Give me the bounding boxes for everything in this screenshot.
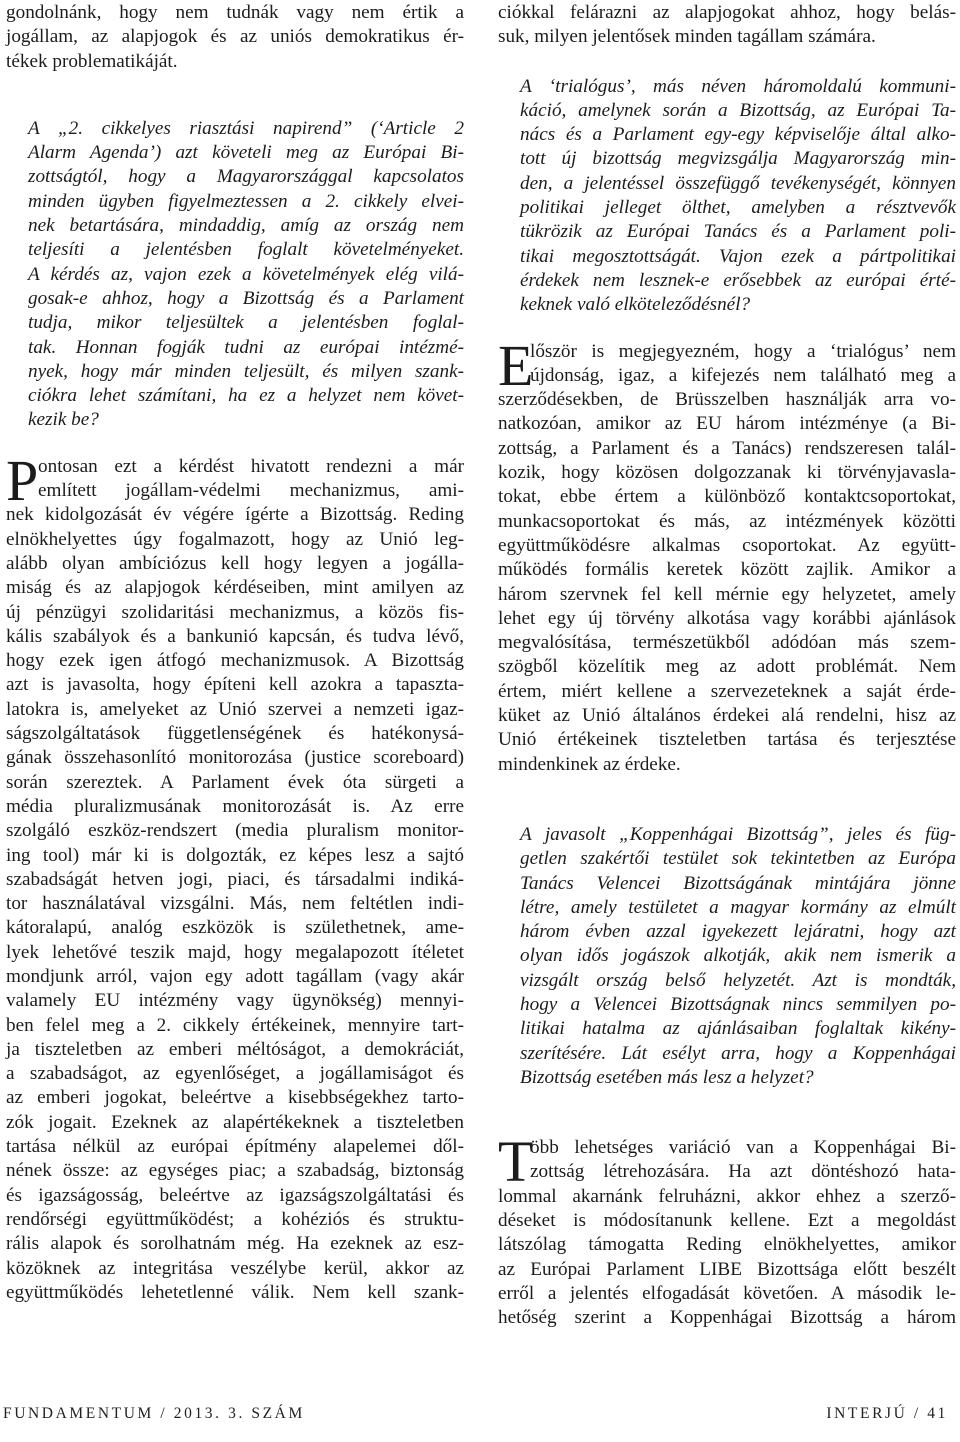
answer-line: hetőség szerint a Koppenhágai Bizottság a három <box>498 1307 956 1329</box>
question-line: tikai megosztottságát. Vajon ezek a pártpolitikai <box>520 245 956 267</box>
paragraph-gap <box>498 1090 956 1136</box>
paragraph-gap <box>498 318 956 340</box>
text-line: tékek problematikáját. <box>6 50 178 72</box>
answer-line: látszólag támogatta Reding elnökhelyettes, amikor <box>498 1234 956 1256</box>
question-line: A javasolt „Koppenhágai Bizottság”, jeles és füg- <box>520 823 956 845</box>
answer-line: nének össze: az egységes piac; a szabadság, biztonság <box>6 1160 464 1182</box>
answer-line: szolgáló eszköz-rendszert (media pluralism monitor- <box>6 820 464 842</box>
question-line: A kérdés az, vajon ezek a követelmények elég vilá- <box>28 263 464 285</box>
answer-line: zottság, a Parlament és a Tanács) rendszeresen talál- <box>498 437 956 459</box>
answer-line: ing tool) már ki is dolgozták, ez képes lesz a sajtó <box>6 844 464 866</box>
question-line: érdekek nem lesznek-e erősebbek az európai érté- <box>520 269 956 291</box>
answer-line: rális alapok és sorolhatnám még. Ha ezeknek az esz- <box>6 1233 464 1255</box>
answer-line: együttműködés lehetetlenné válik. Nem kell szank- <box>6 1281 464 1303</box>
paragraph-gap <box>498 50 956 75</box>
answer-line: rendőrségi együttműködést; a kohéziós és struktu- <box>6 1208 464 1230</box>
question-line: litikai hatalma az ajánlásaiban foglaltak kikény- <box>520 1018 956 1040</box>
answer-line: új pénzügyi szolidaritási mechanizmus, a közös fis- <box>6 601 464 623</box>
question-line: káció, amelynek során a Bizottság, az Európai Ta- <box>520 99 956 121</box>
answer-line: ja tiszteletben az emberi méltóságot, a demokráciát, <box>6 1038 464 1060</box>
answer-line: említett jogállam-védelmi mechanizmus, ami- <box>38 480 464 502</box>
answer-line: küket az Unió általános érdekei alá rendelni, hisz az <box>498 705 956 727</box>
answer-line: azt is javasolta, hogy építeni kell azokra a tapaszta- <box>6 674 464 696</box>
answer-line: hogy ezek igen átfogó mechanizmusok. A Bizottság <box>6 650 464 672</box>
question-line: kezik be? <box>28 409 99 431</box>
question-line: nek betartására, mindaddig, amíg az ország nem <box>28 215 464 237</box>
answer-line: miság és az alapjogok kérdéseiben, mint amilyen az <box>6 577 464 599</box>
answer-line: öbb lehetséges variáció van a Koppenhágai Bi- <box>530 1137 956 1159</box>
footer-page-number: INTERJÚ / 41 <box>826 1405 948 1422</box>
question-line: Bizottság esetében más lesz a helyzet? <box>520 1066 814 1088</box>
answer-line: kális szabályok és a bankunió kapcsán, és tudva lévő, <box>6 625 464 647</box>
answer-line: kátoralapú, analóg eszközök is születhetnek, ame- <box>6 917 464 939</box>
text-line: ciókkal felárazni az alapjogokat ahhoz, hogy belás- <box>498 2 956 23</box>
answer-line: lommal akarnánk felruházni, akkor ehhez a szerző- <box>498 1185 956 1207</box>
answer-line: Unió értékeinek tiszteletben tartása és terjesztése <box>498 729 956 751</box>
answer-line: és igazságosság, beleértve az igazságszolgáltatási és <box>6 1184 464 1206</box>
question-line: tott új bizottság megvizsgálja Magyarország min- <box>520 148 956 170</box>
question-line: minden ügyben figyelmeztessen a 2. cikkely elvei- <box>28 190 464 212</box>
intro-paragraph <box>6 1 464 74</box>
answer-line: értem, miért kellene a szervezeteknek a saját érde- <box>498 680 956 702</box>
answer-line: együttműködésre alkalmas csoportokat. Az együtt- <box>498 534 956 556</box>
answer-line: az Európai Parlament LIBE Bizottsága előtt beszélt <box>498 1258 956 1280</box>
text-line: suk, milyen jelentősek minden tagállam számára. <box>498 26 876 48</box>
question-line: zottságtól, hogy a Magyarországgal kapcsolatos <box>28 166 464 188</box>
answer-line: elnökhelyettes úgy fogalmazott, hogy az Unió leg- <box>6 528 464 550</box>
answer-line: tartása nélkül az európai építmény alapelemei dől- <box>6 1136 464 1158</box>
answer-line: megvalósítása, természetükből adódóan más szem- <box>498 632 956 654</box>
drop-cap: E <box>498 332 534 398</box>
answer-line: a szabadságot, az egyenlőséget, a jogállamiságot és <box>6 1063 464 1085</box>
question-line: olyan idős jogászok alkotják, akik nem ismerik a <box>520 945 956 967</box>
question-line: nács és a Parlament egy-egy képviselője által alko- <box>520 124 956 146</box>
question-line: A „2. cikkelyes riasztási napirend” (‘Article 2 <box>28 117 464 139</box>
footer-journal: FUNDAMENTUM / 2013. 3. SZÁM <box>3 1405 305 1422</box>
answer-line: alább olyan ambíciózus kell hogy legyen a jogálla- <box>6 552 464 574</box>
paragraph-gap <box>498 777 956 823</box>
question-line: A ‘trialógus’, más néven háromoldalú kommuni- <box>520 75 956 97</box>
left-column <box>6 1 464 1308</box>
answer-line: gának összehasonlító monitorozása (justice scoreboard) <box>6 747 464 769</box>
continuation-paragraph <box>498 1 956 50</box>
answer-line: média pluralizmusának monitorozását is. Az erre <box>6 795 464 817</box>
question-line: den, a jelentéssel összefüggő tevékenységét, könnyen <box>520 172 956 194</box>
answer-line: déseket is módosítanunk kellene. Ezt a megoldást <box>498 1210 956 1232</box>
question-line: szerítésére. Lát esélyt arra, hogy a Koppenhágai <box>520 1042 956 1064</box>
question-line: hogy a Velencei Bizottságnak nincs semmilyen po- <box>520 993 956 1015</box>
answer-line: latokra is, amelyeket az Unió szervei a nemzeti igaz- <box>6 698 464 720</box>
answer-line: szabadságát hetven jogi, piaci, és társadalmi indiká- <box>6 868 464 890</box>
question-line: létre, amely testületet a magyar kormány az elmúlt <box>520 896 956 918</box>
interview-question <box>498 75 956 318</box>
answer-line: munkacsoportokat és más, az intézmények közötti <box>498 510 956 532</box>
answer-line: ságszolgáltatások függetlenségének és hatékonysá- <box>6 723 464 745</box>
interview-answer <box>6 447 464 1305</box>
answer-line: kozik, hogy közösen dolgozzanak ki törvényjavasla- <box>498 462 956 484</box>
interview-question <box>498 823 956 1090</box>
question-line: három évben azzal igyekezett lejáratni, hogy azt <box>520 921 956 943</box>
question-line: teljesíti a jelentésben foglalt követelményeket. <box>28 239 464 261</box>
question-line: politikai jelleget ölthet, amelyben a résztvevők <box>520 197 956 219</box>
answer-line: lehet egy új törvény alkotása vagy korábbi ajánlások <box>498 607 956 629</box>
answer-line: szerződésekben, de Brüsszelben használják arra vo- <box>498 389 956 411</box>
text-line: jogállam, az alapjogok és az uniós demokratikus ér- <box>6 26 464 48</box>
question-line: vizsgált ország belső helyzetét. Azt is mondták, <box>520 969 956 991</box>
question-line: Tanács Velencei Bizottságának mintájára jönne <box>520 872 956 894</box>
interview-question <box>6 117 464 433</box>
answer-line: lőször is megjegyezném, hogy a ‘trialógus’ nem <box>530 340 956 362</box>
question-line: ciókra lehet számítani, ha ez a helyzet nem követ- <box>28 385 464 407</box>
question-line: tak. Honnan fogják tudni az európai intézmé- <box>28 336 464 358</box>
answer-line: újdonság, igaz, a kifejezés nem található meg a <box>530 364 956 386</box>
answer-line: ontosan ezt a kérdést hivatott rendezni a már <box>38 455 464 477</box>
answer-line: az emberi jogokat, beleértve a kisebbségekhez tarto- <box>6 1087 464 1109</box>
answer-line: tokat, ebbe értem a különböző kontaktcsoportokat, <box>498 486 956 508</box>
answer-line: nek kidolgozását év végére ígérte a Bizottság. Reding <box>6 504 464 526</box>
answer-line: közöknek az integritása veszélybe kerül, akkor az <box>6 1257 464 1279</box>
answer-line: natkozóan, amikor az EU három intézménye (a Bi- <box>498 413 956 435</box>
drop-cap: T <box>498 1129 534 1195</box>
interview-answer <box>498 1129 956 1330</box>
answer-line: zottság létrehozására. Ha azt döntéshozó hata- <box>530 1161 956 1183</box>
answer-line: tor használatával vizsgálni. Más, nem feltétlen indi- <box>6 893 464 915</box>
text-line: gondolnánk, hogy nem tudnák vagy nem értik a <box>6 2 464 23</box>
answer-line: erről a jelentés elfogadását követően. A második le- <box>498 1282 956 1304</box>
answer-line: szögből közelítik meg az adott problémát. Nem <box>498 656 956 678</box>
answer-line: három szervnek fel kell mérnie egy helyzetet, amely <box>498 583 956 605</box>
question-line: getlen szakértői testület sok tekintetben az Európa <box>520 848 956 870</box>
answer-line: ben felel meg a 2. cikkely értékeinek, mennyire tart- <box>6 1014 464 1036</box>
answer-line: lyek lehetővé teszik majd, hogy megalapozott ítéletet <box>6 941 464 963</box>
answer-line: működés formális keretek között zajlik. Amikor a <box>498 559 956 581</box>
interview-answer <box>498 332 956 777</box>
answer-line: zók jogait. Ezeknek az alapértékeknek a tiszteletben <box>6 1111 464 1133</box>
answer-line: valamely EU intézmény vagy ügynökség) mennyi- <box>6 990 464 1012</box>
question-line: keknek való elköteleződésnél? <box>520 294 751 316</box>
question-line: nyek, hogy már minden teljesült, és milyen szank- <box>28 360 464 382</box>
question-line: tükrözik az Európai Tanács és a Parlament poli- <box>520 221 956 243</box>
drop-cap: P <box>6 447 39 513</box>
answer-line: mondjunk arról, vajon egy adott tagállam (vagy akár <box>6 965 464 987</box>
question-line: tudja, mikor teljesültek a jelentésben foglal- <box>28 312 464 334</box>
paragraph-gap <box>6 74 464 120</box>
answer-line: során szereztek. A Parlament évek óta sürgeti a <box>6 771 464 793</box>
question-line: gosak-e ahhoz, hogy a Bizottság és a Parlament <box>28 287 464 309</box>
question-line: Alarm Agenda’) azt követeli meg az Európai Bi- <box>28 142 464 164</box>
answer-line: mindenkinek az érdeke. <box>498 753 681 775</box>
right-column <box>498 1 956 1331</box>
